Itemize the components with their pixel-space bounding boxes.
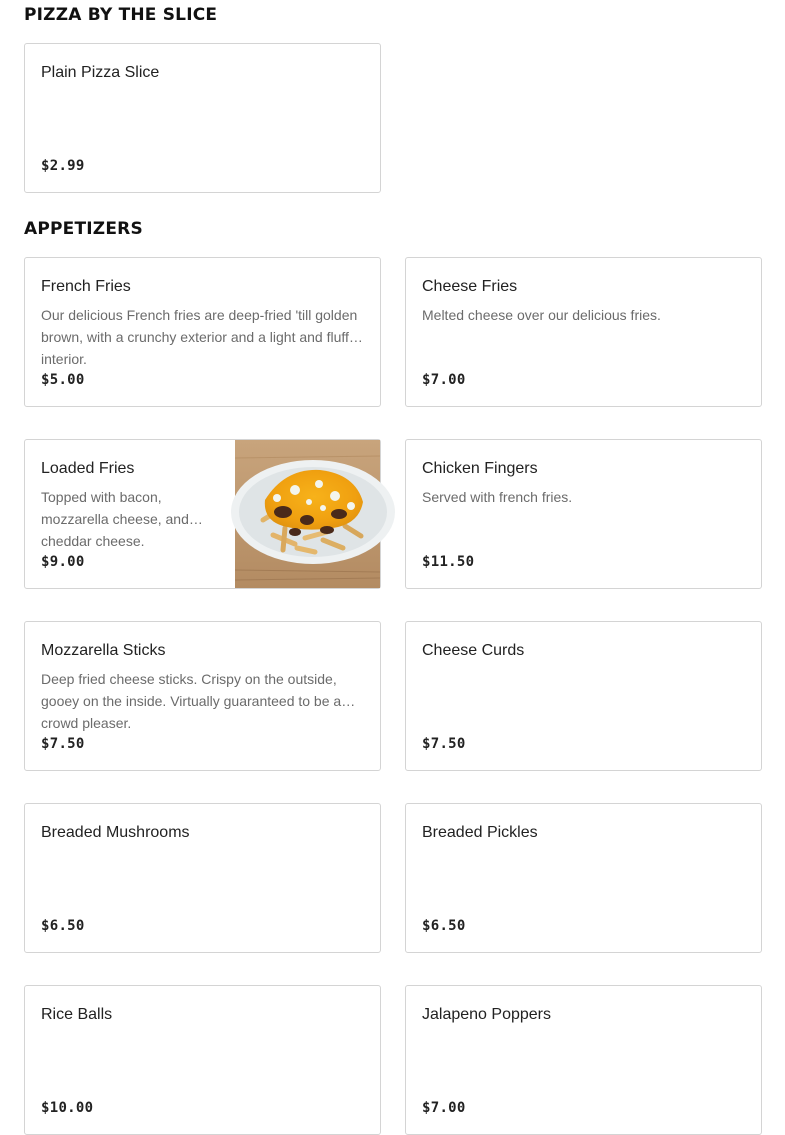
- menu-item-breaded-mushrooms[interactable]: [24, 803, 381, 953]
- item-name: Breaded Pickles: [422, 824, 538, 841]
- section-title-appetizers: APPETIZERS: [24, 219, 143, 239]
- menu-item-cheese-curds[interactable]: [405, 621, 762, 771]
- item-price: $6.50: [41, 918, 85, 934]
- item-price: $7.50: [41, 736, 85, 752]
- item-price: $2.99: [41, 158, 85, 174]
- menu-item-cheese-fries[interactable]: [405, 257, 762, 407]
- item-price: $7.50: [422, 736, 466, 752]
- item-description: Our delicious French fries are deep-fried 'till golden brown, with a crunchy exterior and a light and fluffy interior.: [41, 307, 358, 367]
- item-price: $5.00: [41, 372, 85, 388]
- item-name: Breaded Mushrooms: [41, 824, 190, 841]
- menu-item-mozzarella-sticks[interactable]: [24, 621, 381, 771]
- item-name: Chicken Fingers: [422, 460, 538, 477]
- item-price: $7.00: [422, 372, 466, 388]
- menu-item-rice-balls[interactable]: [24, 985, 381, 1135]
- item-description: Served with french fries.: [422, 489, 573, 505]
- item-name: Jalapeno Poppers: [422, 1006, 551, 1023]
- menu-item-plain-pizza-slice[interactable]: [24, 43, 381, 193]
- section-title-pizza-by-the-slice: PIZZA BY THE SLICE: [24, 5, 218, 25]
- item-price: $7.00: [422, 1100, 466, 1116]
- menu-item-chicken-fingers[interactable]: [405, 439, 762, 589]
- menu-item-loaded-fries[interactable]: [24, 439, 381, 589]
- item-name: Cheese Curds: [422, 642, 525, 659]
- item-price: $10.00: [41, 1100, 94, 1116]
- item-name: Loaded Fries: [41, 460, 135, 477]
- item-name: Plain Pizza Slice: [41, 64, 160, 81]
- menu-item-jalapeno-poppers[interactable]: [405, 985, 762, 1135]
- menu-item-breaded-pickles[interactable]: [405, 803, 762, 953]
- item-description: Topped with bacon, mozzarella cheese, and cheddar cheese.: [41, 489, 189, 549]
- item-price: $11.50: [422, 554, 475, 570]
- item-description: Melted cheese over our delicious fries.: [422, 307, 661, 323]
- item-price: $9.00: [41, 554, 85, 570]
- item-name: Cheese Fries: [422, 278, 518, 295]
- menu-item-french-fries[interactable]: [24, 257, 381, 407]
- item-description: Deep fried cheese sticks. Crispy on the outside, gooey on the inside. Virtually guaranteed to be a crowd pleaser.: [41, 671, 342, 731]
- loaded-fries-photo: [235, 440, 380, 588]
- item-name: Mozzarella Sticks: [41, 642, 166, 659]
- item-price: $6.50: [422, 918, 466, 934]
- item-name: French Fries: [41, 278, 131, 295]
- item-name: Rice Balls: [41, 1006, 113, 1023]
